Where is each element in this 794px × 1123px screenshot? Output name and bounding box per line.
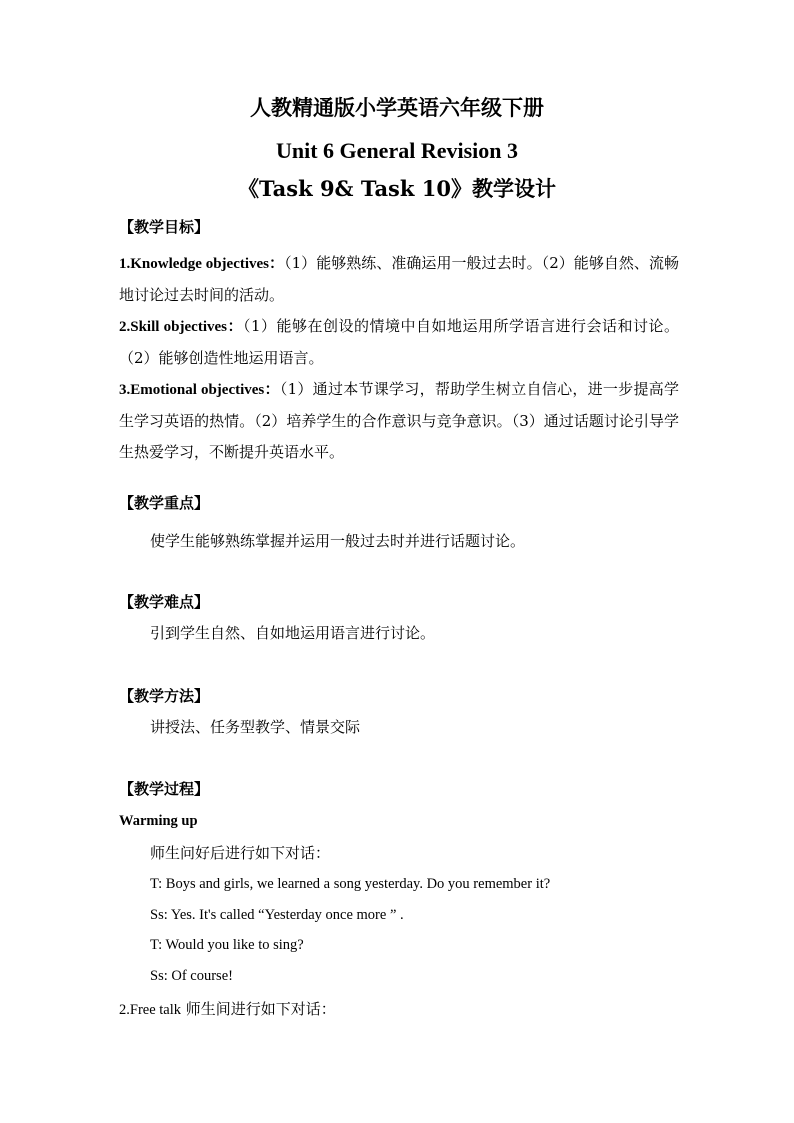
objectives-block bbox=[119, 248, 679, 468]
knowledge-text: （1）能够熟练、准确运用一般过去时。（2）能够自然、流畅地讨论过去时间的活动。 bbox=[119, 254, 679, 304]
knowledge-label: 1.Knowledge objectives： bbox=[119, 256, 285, 272]
difficulties-text: 引到学生自然、自如地运用语言进行讨论。 bbox=[150, 624, 436, 642]
dialog-line: T: Would you like to sing? bbox=[150, 937, 304, 953]
dialog-line: Ss: Of course! bbox=[150, 968, 233, 984]
process-heading: 【教学过程】 bbox=[119, 780, 210, 798]
emotional-label: 3.Emotional objectives： bbox=[119, 382, 280, 398]
dialog-line: T: Boys and girls, we learned a song yesterday. Do you remember it? bbox=[150, 876, 551, 892]
key-points-heading: 【教学重点】 bbox=[119, 494, 210, 512]
free-talk-label: 2.Free talk bbox=[119, 1002, 182, 1018]
difficulties-heading: 【教学难点】 bbox=[119, 593, 210, 611]
methods-text: 讲授法、任务型教学、情景交际 bbox=[150, 718, 361, 736]
skill-text: （1）能够在创设的情境中自如地运用所学语言进行会话和讨论。（2）能够创造性地运用语言。 bbox=[119, 317, 680, 367]
unit-title: Unit 6 General Revision 3 bbox=[276, 138, 518, 163]
skill-objective bbox=[119, 311, 679, 374]
dialog-line: Ss: Yes. It's called “Yesterday once more ” . bbox=[150, 907, 404, 923]
free-talk-text: 师生间进行如下对话： bbox=[181, 1000, 336, 1018]
knowledge-objective bbox=[119, 248, 679, 311]
task-title: 《Task 9& Task 10》教学设计 bbox=[238, 176, 556, 201]
warming-up-label: Warming up bbox=[119, 813, 198, 829]
skill-label: 2.Skill objectives： bbox=[119, 319, 243, 335]
emotional-objective bbox=[119, 374, 679, 468]
document-title: 人教精通版小学英语六年级下册 bbox=[250, 95, 544, 120]
warming-up-intro: 师生问好后进行如下对话： bbox=[150, 844, 331, 862]
methods-heading: 【教学方法】 bbox=[119, 687, 210, 705]
emotional-text: （1）通过本节课学习，帮助学生树立自信心，进一步提高学生学习英语的热情。（2）培养学生的合作意识与竞争意识。（3）通过话题讨论引导学生热爱学习，不断提升英语水平。 bbox=[119, 380, 680, 461]
free-talk-line bbox=[119, 998, 336, 1021]
objectives-heading: 【教学目标】 bbox=[119, 218, 210, 236]
key-points-text: 使学生能够熟练掌握并运用一般过去时并进行话题讨论。 bbox=[150, 532, 526, 550]
